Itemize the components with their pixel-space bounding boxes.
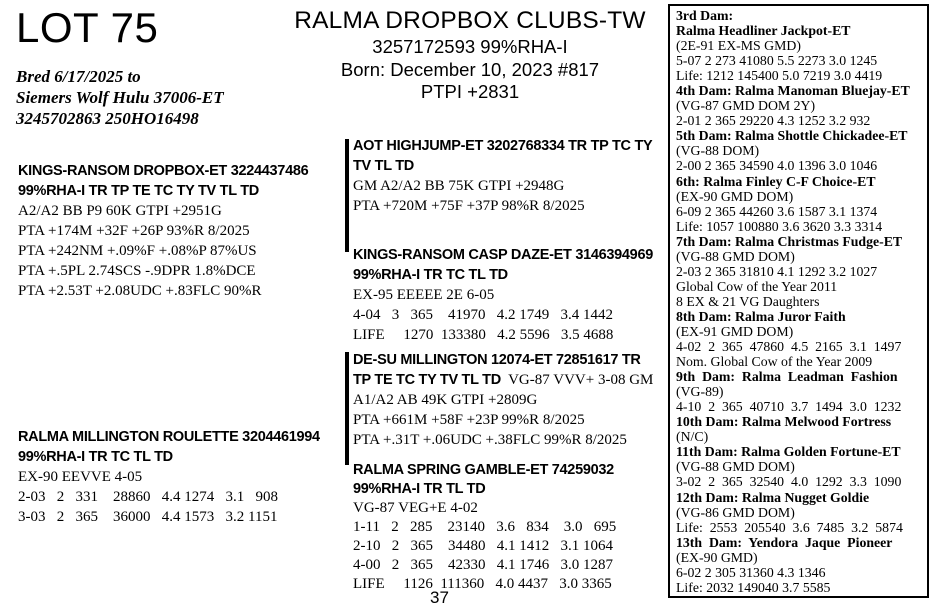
text-line: 3-03 2 365 36000 4.4 1573 3.2 1151	[18, 509, 278, 525]
lot-number: LOT 75	[16, 4, 159, 51]
text-line: (VG-88 DOM)	[676, 143, 760, 159]
text-line: AOT HIGHJUMP-ET 3202768334 TR TP TC TY	[353, 138, 653, 154]
text-line: (VG-88 GMD DOM)	[676, 248, 795, 264]
text-line: 10th Dam: Ralma Melwood Fortress	[676, 414, 892, 430]
dam-sire-block	[353, 350, 668, 450]
text-line: DE-SU MILLINGTON 12074-ET 72851617 TR	[353, 352, 641, 368]
text-line: 8th Dam: Ralma Juror Faith	[676, 308, 846, 324]
text-line: Life: 1057 100880 3.6 3620 3.3 3314	[676, 218, 883, 234]
text-line: 4th Dam: Ralma Manoman Bluejay-ET	[676, 83, 910, 99]
text-line: EX-90 EEVVE 4-05	[18, 469, 143, 485]
bred-note	[16, 66, 224, 129]
sire-block	[18, 161, 343, 301]
text-line: RALMA SPRING GAMBLE-ET 74259032	[353, 462, 614, 478]
text-line: 7th Dam: Ralma Christmas Fudge-ET	[676, 233, 903, 249]
text-line: (EX-90 GMD DOM)	[676, 188, 794, 204]
text-line: Life: 1212 145400 5.0 7219 3.0 4419	[676, 68, 883, 84]
bred-note-line: Bred 6/17/2025 to	[16, 67, 141, 86]
text-line: GM A2/A2 BB 75K GTPI +2948G	[353, 178, 565, 194]
text-line: TV TL TD	[353, 158, 414, 174]
pedigree-bracket-line	[345, 352, 349, 465]
text-line: Nom. Global Cow of the Year 2009	[676, 354, 873, 370]
text-line: 4-04 3 365 41970 4.2 1749 3.4 1442	[353, 307, 613, 323]
dam-dam-block	[353, 461, 668, 594]
text-line: Global Cow of the Year 2011	[676, 278, 838, 294]
text-line: 6th: Ralma Finley C-F Choice-ET	[676, 173, 876, 189]
text-line: VG-87 VEG+E 4-02	[353, 500, 478, 516]
pedigree-bracket-line	[345, 139, 349, 252]
sire-dam-block	[353, 245, 668, 345]
text-line: 4-00 2 365 42330 4.1 1746 3.0 1287	[353, 557, 613, 573]
text-line: PTA +2.53T +2.08UDC +.83FLC 90%R	[18, 283, 262, 299]
text-line: 3rd Dam:	[676, 8, 734, 23]
text-line: 99%RHA-I TR TC TL TD	[353, 267, 508, 283]
page-number: 37	[430, 588, 449, 607]
text-line: 3-02 2 365 32540 4.0 1292 3.3 1090	[676, 474, 902, 490]
animal-header	[250, 6, 690, 104]
text-line: (EX-90 GMD)	[676, 549, 758, 565]
text-line: Life: 2553 205540 3.6 7485 3.2 5874	[676, 519, 903, 535]
text-line: 13th Dam: Yendora Jaque Pioneer	[676, 534, 893, 550]
text-line: 2-03 2 365 31810 4.1 1292 3.2 1027	[676, 263, 878, 279]
bred-note-line: Siemers Wolf Hulu 37006-ET	[16, 88, 224, 107]
animal-registration: 3257172593 99%RHA-I	[372, 36, 568, 57]
text-line: A2/A2 BB P9 60K GTPI +2951G	[18, 203, 222, 219]
text-line: Ralma Headliner Jackpot-ET	[676, 23, 851, 39]
text-line: 9th Dam: Ralma Leadman Fashion	[676, 369, 898, 385]
text-line: PTA +720M +75F +37P 98%R 8/2025	[353, 198, 585, 214]
text-line: 99%RHA-I TR TC TL TD	[18, 449, 173, 465]
text-line: 4-02 2 365 47860 4.5 2165 3.1 1497	[676, 339, 902, 355]
text-line: 2-00 2 365 34590 4.0 1396 3.0 1046	[676, 158, 878, 174]
text-line: PTA +.31T +.06UDC +.38FLC 99%R 8/2025	[353, 432, 627, 448]
text-line: RALMA MILLINGTON ROULETTE 3204461994	[18, 429, 320, 445]
text-line: PTA +.5PL 2.74SCS -.9DPR 1.8%DCE	[18, 263, 256, 279]
animal-name: RALMA DROPBOX CLUBS-TW	[294, 7, 646, 34]
text-line: 2-03 2 331 28860 4.4 1274 3.1 908	[18, 489, 278, 505]
text-line: KINGS-RANSOM CASP DAZE-ET 3146394969	[353, 247, 653, 263]
text-line: PTA +174M +32F +26P 93%R 8/2025	[18, 223, 250, 239]
text-line: 12th Dam: Ralma Nugget Goldie	[676, 489, 870, 505]
text-line: 6-02 2 305 31360 4.3 1346	[676, 564, 826, 580]
text-line: 4-10 2 365 40710 3.7 1494 3.0 1232	[676, 399, 902, 415]
text-line: LIFE 1126 111360 4.0 4437 3.0 3365	[353, 576, 612, 592]
text-line: 8 EX & 21 VG Daughters	[676, 293, 820, 309]
animal-ptpi: PTPI +2831	[420, 81, 520, 102]
text-line: 2-10 2 365 34480 4.1 1412 3.1 1064	[353, 538, 613, 554]
text-line: (VG-89)	[676, 384, 724, 400]
text-line: LIFE 1270 133380 4.2 5596 3.5 4688	[353, 327, 614, 343]
text-line: PTA +661M +58F +23P 99%R 8/2025	[353, 412, 585, 428]
text-line: 11th Dam: Ralma Golden Fortune-ET	[676, 444, 901, 460]
text-line: EX-95 EEEEE 2E 6-05	[353, 287, 495, 303]
animal-birthdate: Born: December 10, 2023 #817	[340, 58, 600, 80]
text-line: 99%RHA-I TR TL TD	[353, 481, 486, 497]
sire-sire-block	[353, 136, 668, 216]
text-line: (N/C)	[676, 429, 709, 445]
text-line: 6-09 2 365 44260 3.6 1587 3.1 1374	[676, 203, 878, 219]
text-line: PTA +242NM +.09%F +.08%P 87%US	[18, 243, 257, 259]
text-line: 99%RHA-I TR TP TE TC TY TV TL TD	[18, 183, 259, 199]
maternal-line-box	[668, 4, 929, 598]
dam-block	[18, 427, 343, 527]
bred-note-line: 3245702863 250HO16498	[16, 109, 199, 128]
text-line: 5th Dam: Ralma Shottle Chickadee-ET	[676, 128, 908, 144]
text-line: A1/A2 AB 49K GTPI +2809G	[353, 392, 538, 408]
text-line: TP TE TC TY TV TL TD VG-87 VVV+ 3-08 GM	[353, 372, 654, 388]
text-line: (VG-86 GMD DOM)	[676, 504, 795, 520]
text-line: 5-07 2 273 41080 5.5 2273 3.0 1245	[676, 53, 878, 69]
text-line: 1-11 2 285 23140 3.6 834 3.0 695	[353, 519, 617, 535]
text-line: 2-01 2 365 29220 4.3 1252 3.2 932	[676, 113, 871, 129]
text-line: KINGS-RANSOM DROPBOX-ET 3224437486	[18, 163, 309, 179]
text-line: (EX-91 GMD DOM)	[676, 323, 794, 339]
text-line: (VG-87 GMD DOM 2Y)	[676, 98, 816, 114]
text-line: (VG-88 GMD DOM)	[676, 459, 795, 475]
text-line: (2E-91 EX-MS GMD)	[676, 38, 801, 54]
text-line: Life: 2032 149040 3.7 5585	[676, 579, 831, 595]
